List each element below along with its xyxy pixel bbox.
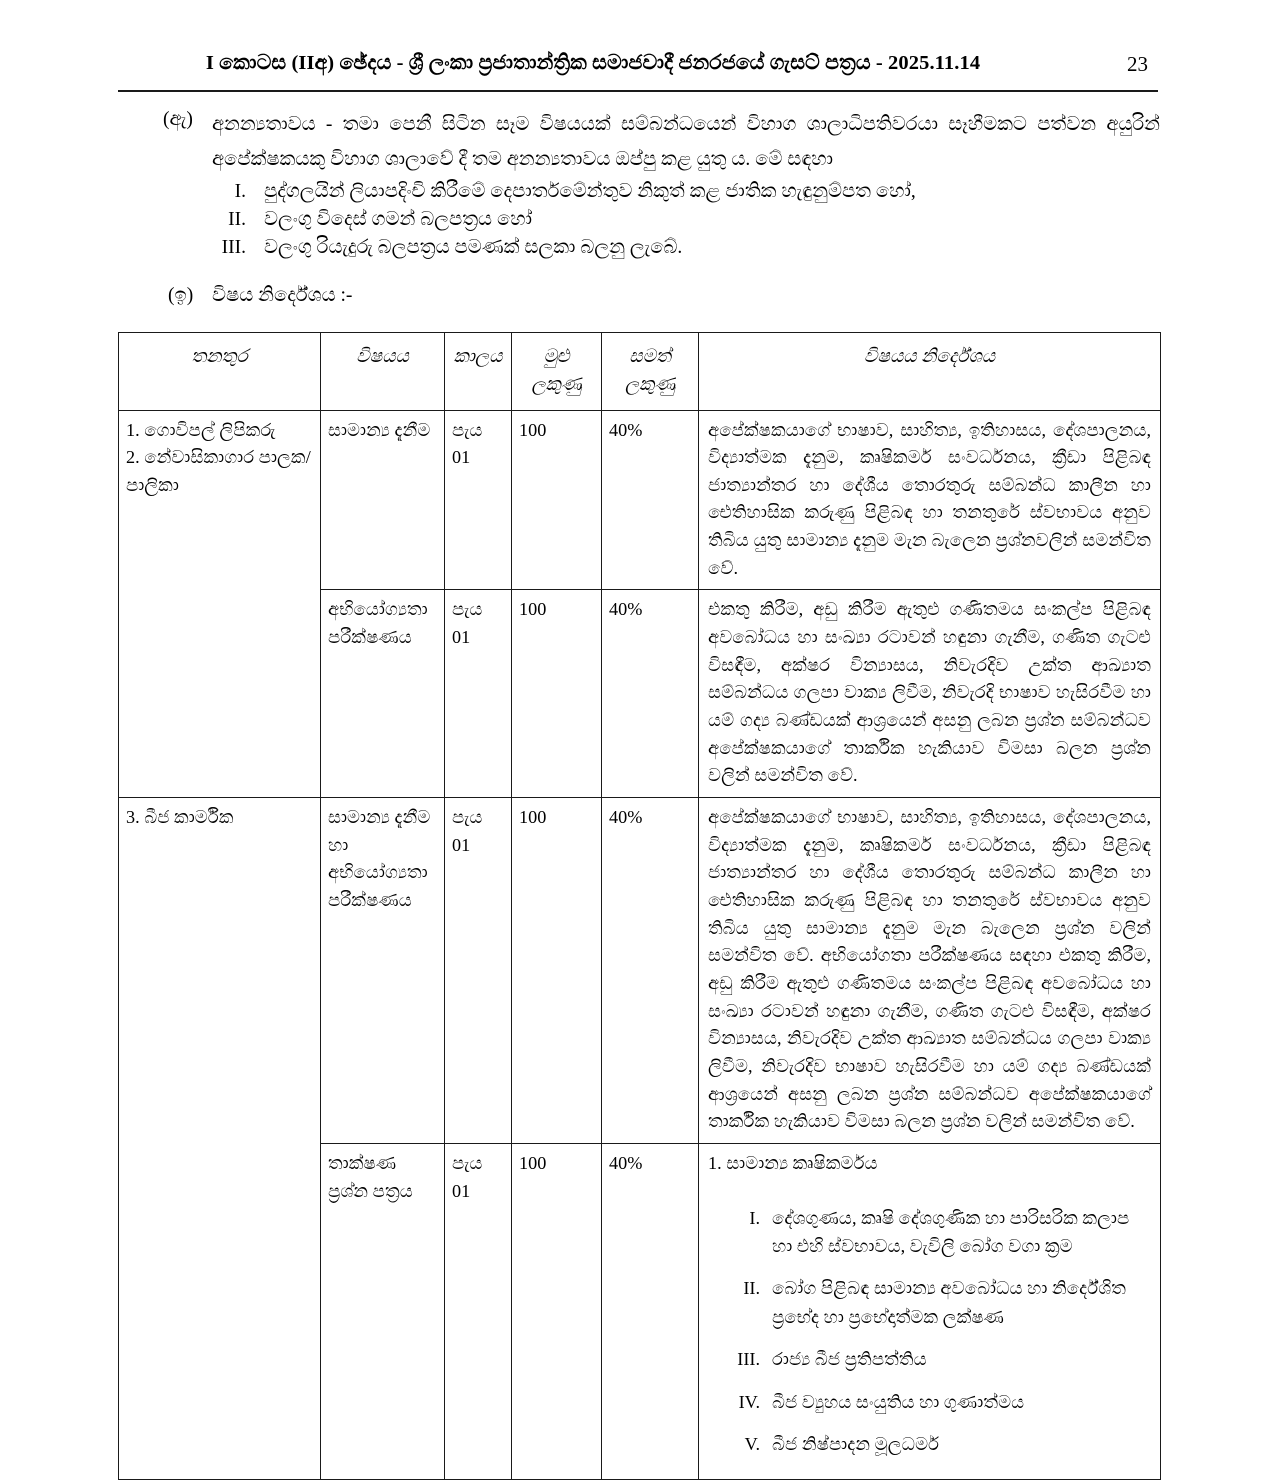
cell-syllabus: අපේක්ෂකයාගේ භාෂාව, සාහිත්‍ය, ඉතිහාසය, දේශපාලනය, විද්‍යාත්මක දැනුම, කෘෂිකර්ම සංවර්ධනය, ක්‍රීඩා පිළිබඳ ජාත්‍යාන්තර හා දේශීය තොරතුරු සම්බන්ධ කාලීන හා ඓතිහාසික කරුණු පිළිබඳ හා තනතුරේ ස්වභාවය අනුව තිබිය යුතු සාමාන්‍ය දැනුම මැන බැලෙන ප්‍රශ්නවලින් සමන්විත වේ. [699,410,1161,590]
syllabus-sublist-item [708,1388,1151,1416]
cell-subject: අභියෝග්‍යතා පරීක්ෂණය [321,590,445,798]
cell-pass-marks: 40% [602,410,699,590]
cell-syllabus: අපේක්ෂකයාගේ භාෂාව, සාහිත්‍ය, ඉතිහාසය, දේශපාලනය, විද්‍යාත්මක දැනුම, කෘෂිකර්ම සංවර්ධනය, ක්‍රීඩා පිළිබඳ ජාත්‍යාන්තර හා දේශීය තොරතුරු සම්බන්ධ කාලීන හා ඓතිහාසික කරුණු පිළිබඳ හා තනතුරේ ස්වභාවය අනුව තිබිය යුතු සාමාන්‍ය දැනුම මැන බැලෙන ප්‍රශ්න වලින් සමන්විත වේ. අභියෝගතා පරීක්ෂණය සඳහා එකතු කිරීම, අඩු කිරීම ඇතුළු ගණිතමය සංකල්ප පිළිබඳ අවබෝධය හා සංඛ්‍යා රටාවන් හඳුනා ගැනීම, ගණිත ගැටළු විසඳීම, අක්ෂර වින්‍යාසය, නිවැරදිව උක්ත ආඛ්‍යාත සම්බන්ධය ගලපා වාක්‍ය ලිවීම, නිවැරදිව භාෂාව හැසිරවීම හා යම් ගද්‍ය බණ්ඩයක් ආශ්‍රයෙන් අසනු ලබන ප්‍රශ්න සම්බන්ධව අපේක්ෂකයාගේ තාර්කික හැකියාව විමසා බලන ප්‍රශ්න වලින් සමන්විත වේ. [699,798,1161,1144]
clause-a-text: අනන්‍යතාවය - තමා පෙනී සිටින සෑම විෂයයක් සම්බන්ධයෙන් විහාග ශාලාධිපතිවරයා සෑහීමකට පත්වන අයුරින් අපේක්ෂකයකු විහාග ශාලාවේ දී තම අනන්‍යතාවය ඔප්පු කළ යුතු ය. මේ සඳහා [212,114,1160,170]
clause-b-text: විෂය නිර්දේශය :- [212,285,353,306]
cell-total-marks: 100 [512,798,602,1144]
syllabus-sublist-item [708,1204,1151,1261]
cell-pass-marks: 40% [602,1143,699,1479]
cell-pass-marks: 40% [602,798,699,1144]
cell-subject: තාක්ෂණ ප්‍රශ්න පත්‍රය [321,1143,445,1479]
table-row [119,798,1161,1144]
cell-total-marks: 100 [512,590,602,798]
syllabus-heading: 1. සාමාන්‍ය කෘෂිකර්මය [708,1152,878,1173]
syllabus-sublist-label: දේශගුණය, කෘෂි දේශගුණික හා පාරිසරික කලාප හා එහි ස්වභාවය, වැවිලි බෝග වගා ක්‍රම [772,1207,1130,1256]
syllabus-table [118,332,1161,1480]
identity-document-list [198,178,1148,262]
page-header [118,52,1158,90]
page-number: 23 [1127,52,1148,76]
column-header-pass-marks: සමත් ලකුණු [602,333,699,411]
syllabus-sublist-numeral: III. [737,1349,760,1370]
syllabus-sublist-numeral: I. [749,1207,760,1228]
cell-post: 3. බීජ කාර්මික [119,798,321,1480]
list-item-numeral: III. [221,237,246,258]
clause-a-marker: (ඇ) [163,109,193,130]
cell-subject: සාමාන්‍ය දැනීම [321,410,445,590]
cell-total-marks: 100 [512,410,602,590]
list-item [198,206,1148,234]
syllabus-sublist-numeral: IV. [738,1391,760,1412]
cell-pass-marks: 40% [602,590,699,798]
cell-total-marks: 100 [512,1143,602,1479]
cell-subject: සාමාන්‍ය දැනීම හා අභියෝග්‍යතා පරීක්ෂණය [321,798,445,1144]
cell-duration: පැය 01 [445,590,512,798]
cell-duration: පැය 01 [445,410,512,590]
list-item [198,178,1148,206]
list-item-label: වලංගු විදෙස් ගමන් බලපත්‍රය හෝ [264,209,532,230]
cell-post: 1. ගොවිපල් ලිපිකරු 2. නේවාසිකාගාර පාලක/ පාලිකා [119,410,321,798]
syllabus-sublist-numeral: II. [743,1278,760,1299]
syllabus-sublist [708,1204,1151,1459]
column-header-syllabus: විෂයය නිර්දේශය [699,333,1161,411]
clause-b-marker: (ඉ) [168,285,194,306]
syllabus-sublist-item [708,1274,1151,1331]
column-header-duration: කාලය [445,333,512,411]
page-header-title: I කොටස (IIඅ) ඡේදය - ශ්‍රී ලංකා ප්‍රජාතාන්ත්‍රික සමාජවාදී ජනරජයේ ගැසට් පත්‍රය - 2025.11.14 [205,52,981,74]
table-row [119,410,1161,590]
list-item-numeral: II. [228,209,246,230]
cell-syllabus: එකතු කිරීම, අඩු කිරීම ඇතුළු ගණිතමය සංකල්ප පිළිබඳ අවබෝධය හා සංඛ්‍යා රටාවන් හඳුනා ගැනීම, ගණිත ගැටළු විසඳීම, අක්ෂර වින්‍යාසය, නිවැරදිව උක්ත ආඛ්‍යාත සම්බන්ධය ගලපා වාක්‍ය ලිවීම, නිවැරදි භාෂාව හැසිරවීම හා යම් ගද්‍ය බණ්ඩයක් ආශ්‍රයෙන් අසනු ලබන ප්‍රශ්න සම්බන්ධව අපේක්ෂකයාගේ තාර්කික හැකියාව විමසා බලන ප්‍රශ්න වලින් සමන්විත වේ. [699,590,1161,798]
syllabus-sublist-label: රාජ්‍ය බීජ ප්‍රතිපත්තිය [772,1349,927,1370]
column-header-subject: විෂයය [321,333,445,411]
cell-duration: පැය 01 [445,798,512,1144]
syllabus-sublist-label: බීජ නිෂ්පාදන මූලධර්ම [772,1433,940,1454]
column-header-total-marks: මුළු ලකුණු [512,333,602,411]
list-item-label: පුද්ගලයින් ලියාපදිංචි කිරීමේ දෙපාර්තමේන්තුව නිකුත් කළ ජාතික හැඳුනුම්පත හෝ, [264,181,916,202]
syllabus-sublist-label: බෝග පිළිබඳ සාමාන්‍ය අවබෝධය හා නිර්දේශිත ප්‍රභේද හා ප්‍රභේදාත්මක ලක්ෂණ [772,1278,1127,1327]
list-item-label: වලංගු රියැදුරු බලපත්‍රය පමණක් සලකා බලනු ලැබේ. [264,237,683,258]
syllabus-sublist-numeral: V. [744,1433,760,1454]
header-divider [118,90,1158,92]
table-header-row [119,333,1161,411]
list-item-numeral: I. [234,181,246,202]
syllabus-sublist-label: බීජ ව්‍යුහය සංයුතිය හා ගුණාත්මය [772,1391,1025,1412]
column-header-post: තනතුර [119,333,321,411]
list-item [198,234,1148,262]
syllabus-sublist-item [708,1345,1151,1373]
syllabus-sublist-item [708,1430,1151,1458]
cell-duration: පැය 01 [445,1143,512,1479]
cell-syllabus [699,1143,1161,1479]
